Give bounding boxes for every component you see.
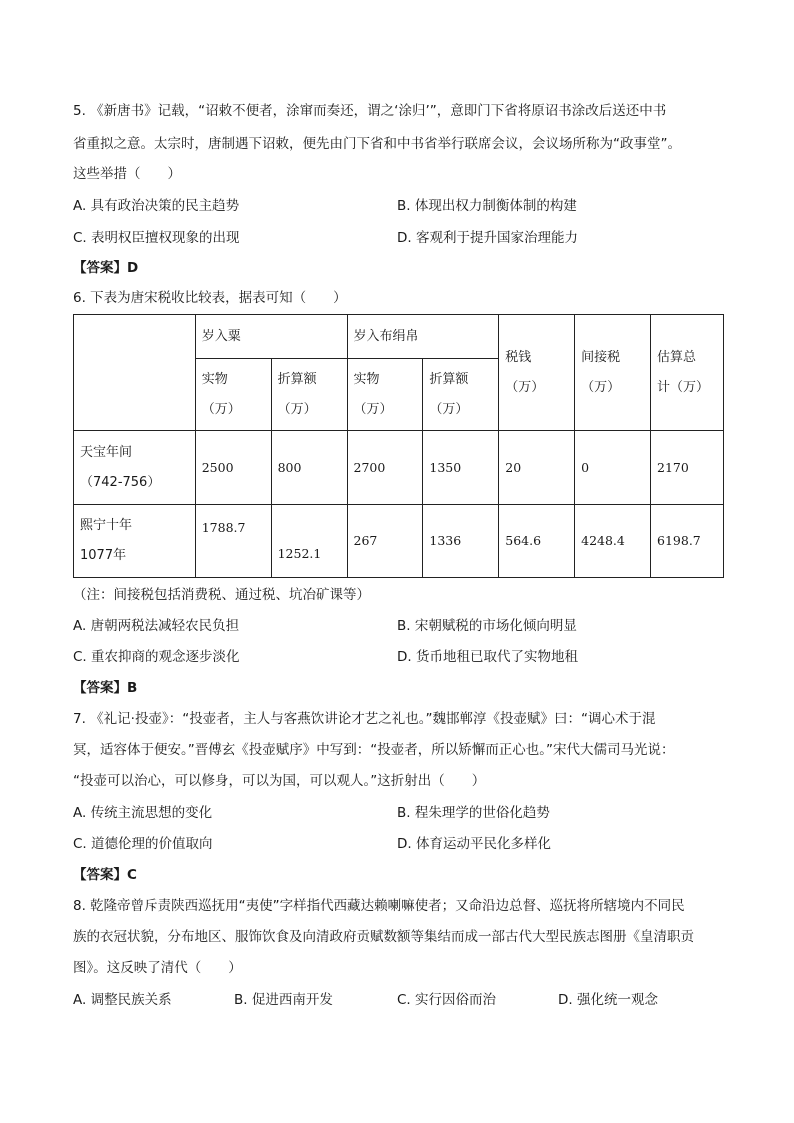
q5-stem-line-1: 5. 《新唐书》记载，“诏敕不便者，涂窜而奏还，谓之‘涂归’”，意即门下省将原诏书涂改后送还中书 xyxy=(73,103,667,119)
row-label-tianbao-line-2: （742-756） xyxy=(80,474,161,490)
table-cell: 6198.7 xyxy=(651,505,724,578)
subheader-cloth-zhesuan xyxy=(423,359,499,431)
q6-table-note: （注：间接税包括消费税、通过税、坑冶矿课等） xyxy=(73,587,370,603)
row-label-tianbao-line-1: 天宝年间 xyxy=(80,444,133,460)
subheader-cloth-zhesuan-line-1: 折算额 xyxy=(429,371,469,387)
q5-stem-line-2: 省重拟之意。太宗时，唐制遇下诏敕，便先由门下省和中书省举行联席会议，会议场所称为“政事堂”。 xyxy=(73,136,681,152)
q7-option-b: B. 程朱理学的世俗化趋势 xyxy=(397,805,550,821)
table-cell: 2500 xyxy=(195,431,271,505)
q8-stem-line-3: 图》。这反映了清代（ ） xyxy=(73,960,242,976)
row-label-xining xyxy=(74,505,196,578)
q8-option-a: A. 调整民族关系 xyxy=(73,992,172,1008)
q8-option-b: B. 促进西南开发 xyxy=(234,992,333,1008)
q5-stem-line-3: 这些举措（ ） xyxy=(73,166,181,182)
table-cell: 800 xyxy=(271,431,347,505)
q5-option-b: B. 体现出权力制衡体制的构建 xyxy=(397,198,577,214)
row-label-xining-line-1: 熙宁十年 xyxy=(80,518,133,533)
q5-option-c: C. 表明权臣擅权现象的出现 xyxy=(73,230,240,246)
subheader-grain-zhesuan-line-2: （万） xyxy=(277,401,317,417)
q8-option-d: D. 强化统一观念 xyxy=(558,992,658,1008)
table-cell: 1252.1 xyxy=(271,505,347,578)
header-tax-money-line-2: （万） xyxy=(505,379,545,395)
subheader-cloth-shiwu-line-2: （万） xyxy=(353,401,393,417)
header-group-cloth: 岁入布绢帛 xyxy=(347,315,499,359)
q7-answer: 【答案】C xyxy=(73,867,137,883)
subheader-cloth-shiwu xyxy=(347,359,423,431)
table-cell: 564.6 xyxy=(499,505,575,578)
table-cell: 1336 xyxy=(423,505,499,578)
row-label-xining-line-2: 1077年 xyxy=(80,548,127,563)
q7-option-a: A. 传统主流思想的变化 xyxy=(73,805,213,821)
table-cell: 1350 xyxy=(423,431,499,505)
q7-option-c: C. 道德伦理的价值取向 xyxy=(73,836,213,852)
table-row-tianbao xyxy=(74,431,724,505)
table-cell: 1788.7 xyxy=(195,505,271,578)
header-indirect-tax-line-2: （万） xyxy=(581,379,621,395)
header-indirect-tax xyxy=(575,315,651,431)
q5-answer: 【答案】D xyxy=(73,260,139,276)
q7-stem-line-1: 7. 《礼记·投壶》：“投壶者，主人与客燕饮讲论才艺之礼也。”魏邯郸淳《投壶赋》曰：“调心术于混 xyxy=(73,711,656,727)
q6-answer: 【答案】B xyxy=(73,680,138,696)
header-estimated-total-line-2: 计（万） xyxy=(657,379,710,395)
q6-stem: 6. 下表为唐宋税收比较表，据表可知（ ） xyxy=(73,290,347,306)
header-tax-money xyxy=(499,315,575,431)
table-cell: 2700 xyxy=(347,431,423,505)
table-cell: 0 xyxy=(575,431,651,505)
table-cell: 4248.4 xyxy=(575,505,651,578)
q5-option-d: D. 客观利于提升国家治理能力 xyxy=(397,230,578,246)
subheader-grain-shiwu-line-2: （万） xyxy=(201,401,241,417)
q8-stem-line-2: 族的衣冠状貌，分布地区、服饰饮食及向清政府贡赋数额等集结而成一部古代大型民族志图册《皇清职贡 xyxy=(73,929,694,945)
header-estimated-total xyxy=(651,315,724,431)
q7-stem-line-3: “投壶可以治心，可以修身，可以为国，可以观人。”这折射出（ ） xyxy=(73,773,486,789)
subheader-cloth-zhesuan-line-2: （万） xyxy=(429,401,469,417)
subheader-cloth-shiwu-line-1: 实物 xyxy=(353,371,380,387)
q6-option-a: A. 唐朝两税法减轻农民负担 xyxy=(73,618,240,634)
row-label-tianbao xyxy=(74,431,196,505)
q8-stem-line-1: 8. 乾隆帝曾斥责陕西巡抚用“夷使”字样指代西藏达赖喇嘛使者；又命沿边总督、巡抚将所辖境内不同民 xyxy=(73,898,685,914)
tax-comparison-table xyxy=(73,314,724,578)
header-indirect-tax-line-1: 间接税 xyxy=(581,349,621,365)
q5-option-a: A. 具有政治决策的民主趋势 xyxy=(73,198,240,214)
q8-option-c: C. 实行因俗而治 xyxy=(397,992,497,1008)
table-header-row-1 xyxy=(74,315,724,359)
header-tax-money-line-1: 税钱 xyxy=(505,349,532,365)
header-group-grain: 岁入粟 xyxy=(195,315,347,359)
q6-option-b: B. 宋朝赋税的市场化倾向明显 xyxy=(397,618,577,634)
table-corner-cell xyxy=(74,315,196,431)
q7-stem-line-2: 冥，适容体于便安。”晋傅玄《投壶赋序》中写到：“投壶者，所以矫懈而正心也。”宋代大儒司马光说： xyxy=(73,742,675,758)
table-row-xining xyxy=(74,505,724,578)
subheader-grain-shiwu-line-1: 实物 xyxy=(201,371,228,387)
header-estimated-total-line-1: 估算总 xyxy=(657,349,697,365)
q6-option-d: D. 货币地租已取代了实物地租 xyxy=(397,649,578,665)
subheader-grain-zhesuan-line-1: 折算额 xyxy=(277,371,317,387)
subheader-grain-shiwu xyxy=(195,359,271,431)
q7-option-d: D. 体育运动平民化多样化 xyxy=(397,836,551,852)
table-cell: 20 xyxy=(499,431,575,505)
table-cell: 2170 xyxy=(651,431,724,505)
table-cell: 267 xyxy=(347,505,423,578)
q6-option-c: C. 重农抑商的观念逐步淡化 xyxy=(73,649,240,665)
subheader-grain-zhesuan xyxy=(271,359,347,431)
